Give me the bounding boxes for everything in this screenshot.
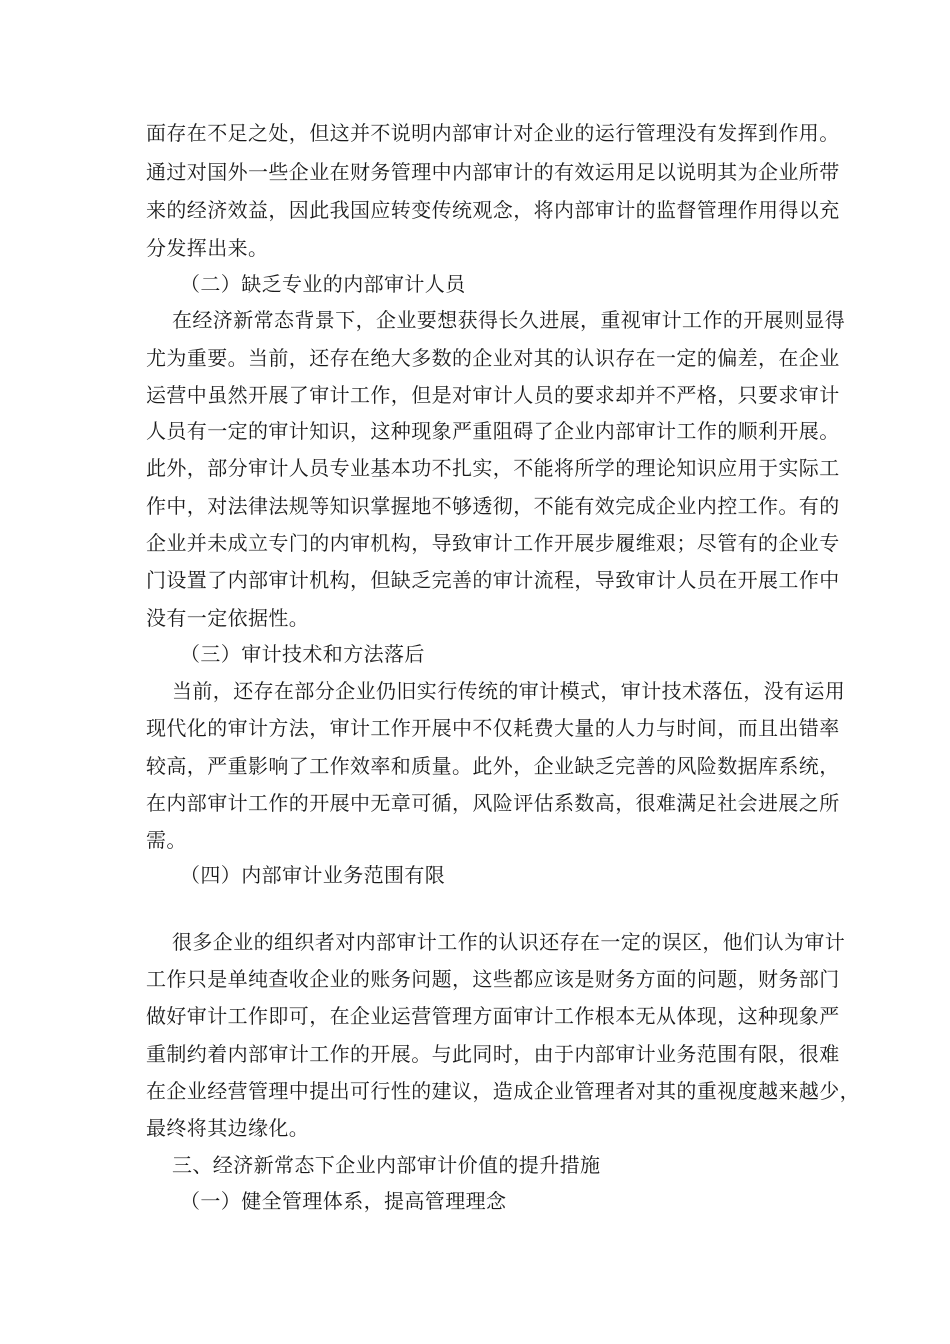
chapter-heading: 三、经济新常态下企业内部审计价值的提升措施	[172, 1153, 601, 1177]
body-line: 很多企业的组织者对内部审计工作的认识还存在一定的误区，他们认为审计	[172, 930, 846, 954]
body-line: 重制约着内部审计工作的开展。与此同时，由于内部审计业务范围有限，很难	[146, 1042, 840, 1066]
body-line: 此外，部分审计人员专业基本功不扎实，不能将所学的理论知识应用于实际工	[146, 456, 840, 480]
body-line: 人员有一定的审计知识，这种现象严重阻碍了企业内部审计工作的顺利开展。	[146, 419, 840, 443]
section-heading: （四）内部审计业务范围有限	[180, 863, 446, 887]
section-heading: （一）健全管理体系，提高管理理念	[180, 1189, 507, 1213]
body-line: 做好审计工作即可，在企业运营管理方面审计工作根本无从体现，这种现象严	[146, 1004, 840, 1028]
body-line: 现代化的审计方法，审计工作开展中不仅耗费大量的人力与时间，而且出错率	[146, 716, 840, 740]
body-line: 在内部审计工作的开展中无章可循，风险评估系数高，很难满足社会进展之所	[146, 791, 840, 815]
body-line: 作中，对法律法规等知识掌握地不够透彻，不能有效完成企业内控工作。有的	[146, 494, 840, 518]
body-line: 在企业经营管理中提出可行性的建议，造成企业管理者对其的重视度越来越少，	[146, 1079, 860, 1103]
body-line: 尤为重要。当前，还存在绝大多数的企业对其的认识存在一定的偏差，在企业	[146, 346, 840, 370]
body-line: 在经济新常态背景下，企业要想获得长久进展，重视审计工作的开展则显得	[172, 308, 846, 332]
body-line: 运营中虽然开展了审计工作，但是对审计人员的要求却并不严格，只要求审计	[146, 383, 840, 407]
body-line: 企业并未成立专门的内审机构，导致审计工作开展步履维艰；尽管有的企业专	[146, 531, 840, 555]
body-line: 面存在不足之处，但这并不说明内部审计对企业的运行管理没有发挥到作用。	[146, 121, 840, 145]
section-heading: （三）审计技术和方法落后	[180, 642, 425, 666]
body-line: 较高，严重影响了工作效率和质量。此外，企业缺乏完善的风险数据库系统，	[146, 754, 840, 778]
body-line: 没有一定依据性。	[146, 606, 310, 630]
body-line: 门设置了内部审计机构，但缺乏完善的审计流程，导致审计人员在开展工作中	[146, 568, 840, 592]
body-line: 来的经济效益，因此我国应转变传统观念，将内部审计的监督管理作用得以充	[146, 198, 840, 222]
body-line: 当前，还存在部分企业仍旧实行传统的审计模式，审计技术落伍，没有运用	[172, 679, 846, 703]
body-line: 分发挥出来。	[146, 236, 269, 260]
body-line: 需。	[146, 828, 187, 852]
body-line: 工作只是单纯查收企业的账务问题，这些都应该是财务方面的问题，财务部门	[146, 967, 840, 991]
body-line: 最终将其边缘化。	[146, 1116, 310, 1140]
section-heading: （二）缺乏专业的内部审计人员	[180, 272, 466, 296]
body-line: 通过对国外一些企业在财务管理中内部审计的有效运用足以说明其为企业所带	[146, 160, 840, 184]
